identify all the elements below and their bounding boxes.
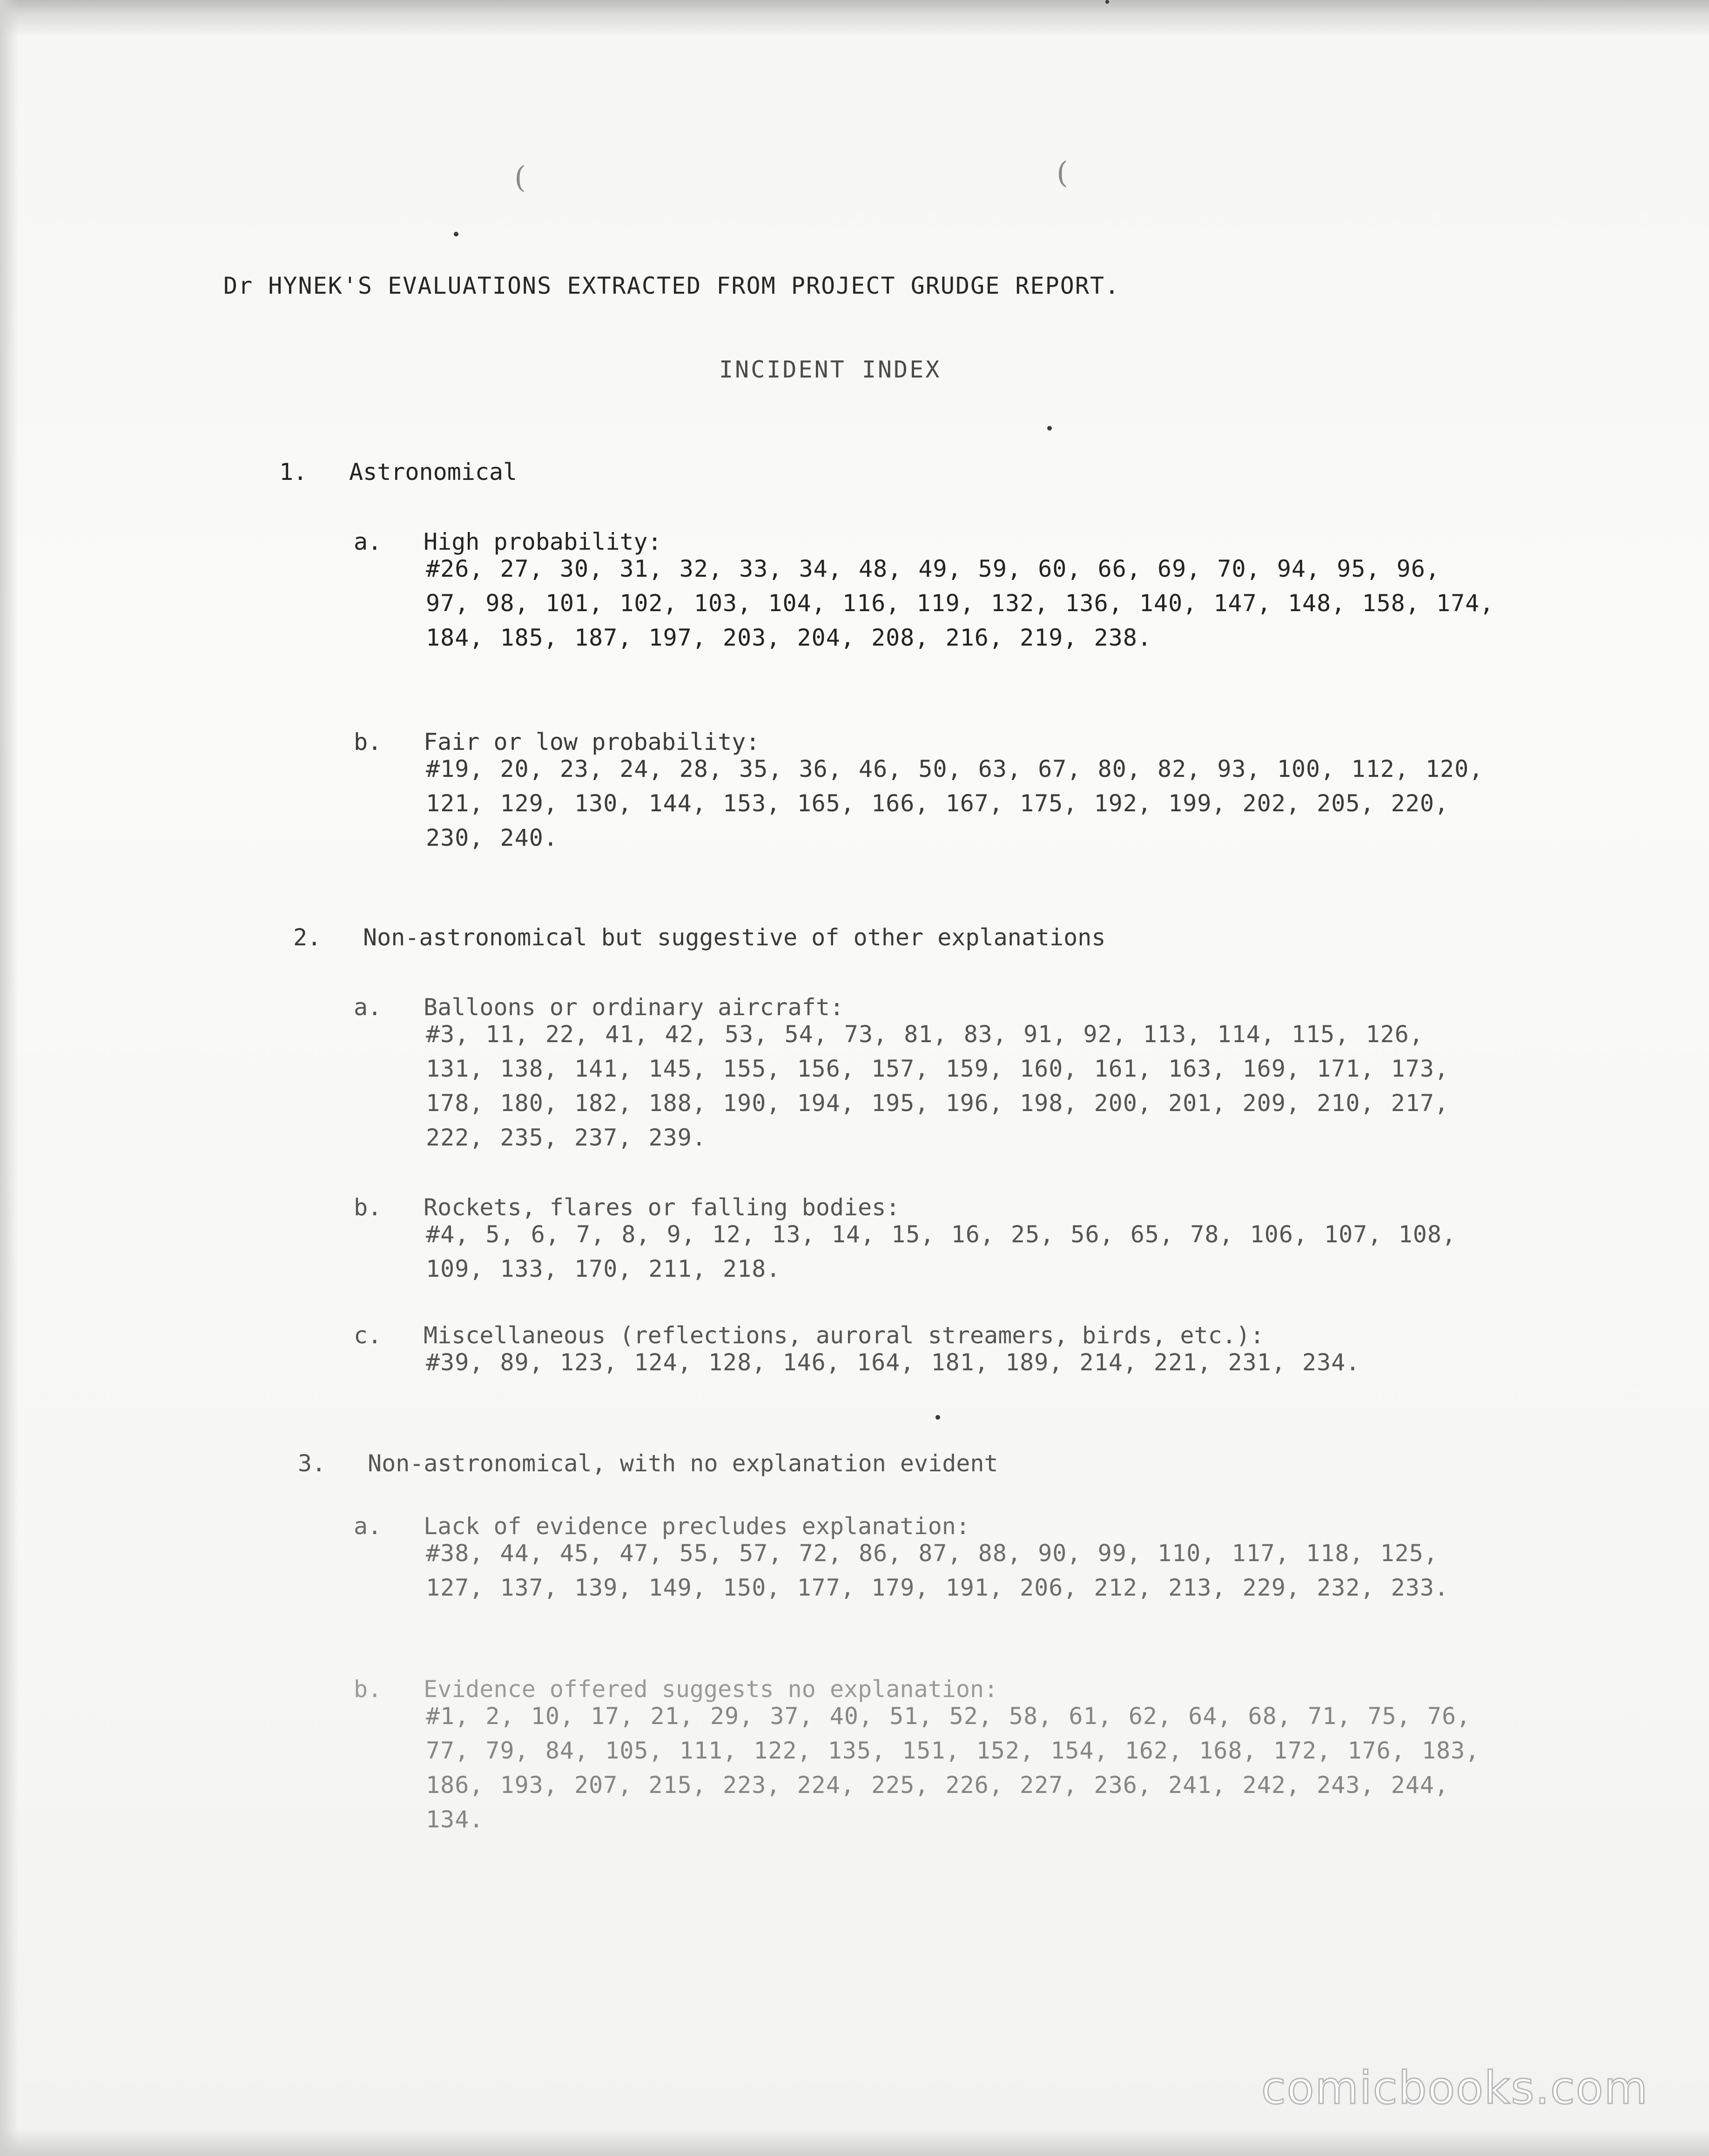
subsection-letter: a. xyxy=(354,994,382,1021)
section-title: Non-astronomical but suggestive of other explanations xyxy=(363,924,1106,951)
incident-list: #4, 5, 6, 7, 8, 9, 12, 13, 14, 15, 16, 25, 56, 65, 78, 106, 107, 108, 109, 133, 170, 211, 218. xyxy=(426,1221,1457,1282)
incident-list: #3, 11, 22, 41, 42, 53, 54, 73, 81, 83, 91, 92, 113, 114, 115, 126, 131, 138, 141, 145, 155, 156, 157, 159, 160, 161, 163, 169, 171, 173, 178, 180, 182, 188, 190, 194, 195, 196, 198, 200, 201, 209, 210, 217, 222, 235, 237, 239. xyxy=(426,1021,1449,1151)
scan-speck xyxy=(1105,0,1109,4)
incident-list: #1, 2, 10, 17, 21, 29, 37, 40, 51, 52, 58, 61, 62, 64, 68, 71, 75, 76, 77, 79, 84, 105, 111, 122, 135, 151, 152, 154, 162, 168, 172, 176, 183, 186, 193, 207, 215, 223, 224, 225, 226, 227, 236, 241, 242, 243, 244, 134. xyxy=(426,1703,1480,1833)
subsection-title: Lack of evidence precludes explanation: xyxy=(424,1513,970,1540)
subsection-letter: a. xyxy=(354,1513,382,1540)
scan-edge-bottom xyxy=(0,2128,1709,2156)
subsection-title: Evidence offered suggests no explanation: xyxy=(424,1676,998,1703)
scan-mark: ( xyxy=(514,161,526,195)
subsection-letter: b. xyxy=(354,1676,382,1703)
subsection-title: Rockets, flares or falling bodies: xyxy=(424,1194,900,1221)
section-3-heading xyxy=(298,1450,998,1477)
section-number: 2. xyxy=(293,924,322,951)
subsection-title: Balloons or ordinary aircraft: xyxy=(424,994,844,1021)
document-subtitle: INCIDENT INDEX xyxy=(719,356,942,383)
incident-list: #26, 27, 30, 31, 32, 33, 34, 48, 49, 59, 60, 66, 69, 70, 94, 95, 96, 97, 98, 101, 102, 103, 104, 116, 119, 132, 136, 140, 147, 148, 158, 174, 184, 185, 187, 197, 203, 204, 208, 216, 219, 238. xyxy=(426,555,1494,651)
scan-speck xyxy=(1047,426,1052,431)
incident-list: #19, 20, 23, 24, 28, 35, 36, 46, 50, 63, 67, 80, 82, 93, 100, 112, 120, 121, 129, 130, 144, 153, 165, 166, 167, 175, 192, 199, 202, 205, 220, 230, 240. xyxy=(426,755,1484,851)
scan-speck xyxy=(935,1415,940,1420)
subsection-letter: c. xyxy=(354,1322,382,1349)
section-2-heading xyxy=(293,924,1105,951)
subsection-title: Fair or low probability: xyxy=(424,728,760,755)
subsection-letter: b. xyxy=(354,1194,382,1221)
incident-list: #38, 44, 45, 47, 55, 57, 72, 86, 87, 88, 90, 99, 110, 117, 118, 125, 127, 137, 139, 149, 150, 177, 179, 191, 206, 212, 213, 229, 232, 233. xyxy=(426,1540,1449,1601)
scan-mark: ( xyxy=(1056,156,1068,190)
section-number: 3. xyxy=(298,1450,326,1477)
subsection-letter: a. xyxy=(354,528,382,555)
incident-list: #39, 89, 123, 124, 128, 146, 164, 181, 189, 214, 221, 231, 234. xyxy=(426,1349,1360,1376)
watermark-logo: comicbooks.com xyxy=(1261,2062,1649,2114)
document-title: Dr HYNEK'S EVALUATIONS EXTRACTED FROM PROJECT GRUDGE REPORT. xyxy=(223,272,1120,299)
subsection-letter: b. xyxy=(354,728,382,755)
section-title: Astronomical xyxy=(349,458,518,485)
section-1-heading xyxy=(279,458,517,485)
subsection-title: Miscellaneous (reflections, auroral streamers, birds, etc.): xyxy=(424,1322,1265,1349)
scan-edge-left xyxy=(0,0,19,2156)
scan-speck xyxy=(454,232,458,236)
section-number: 1. xyxy=(279,458,308,485)
scan-edge-top xyxy=(0,0,1709,37)
subsection-title: High probability: xyxy=(424,528,662,555)
section-title: Non-astronomical, with no explanation evident xyxy=(368,1450,998,1477)
